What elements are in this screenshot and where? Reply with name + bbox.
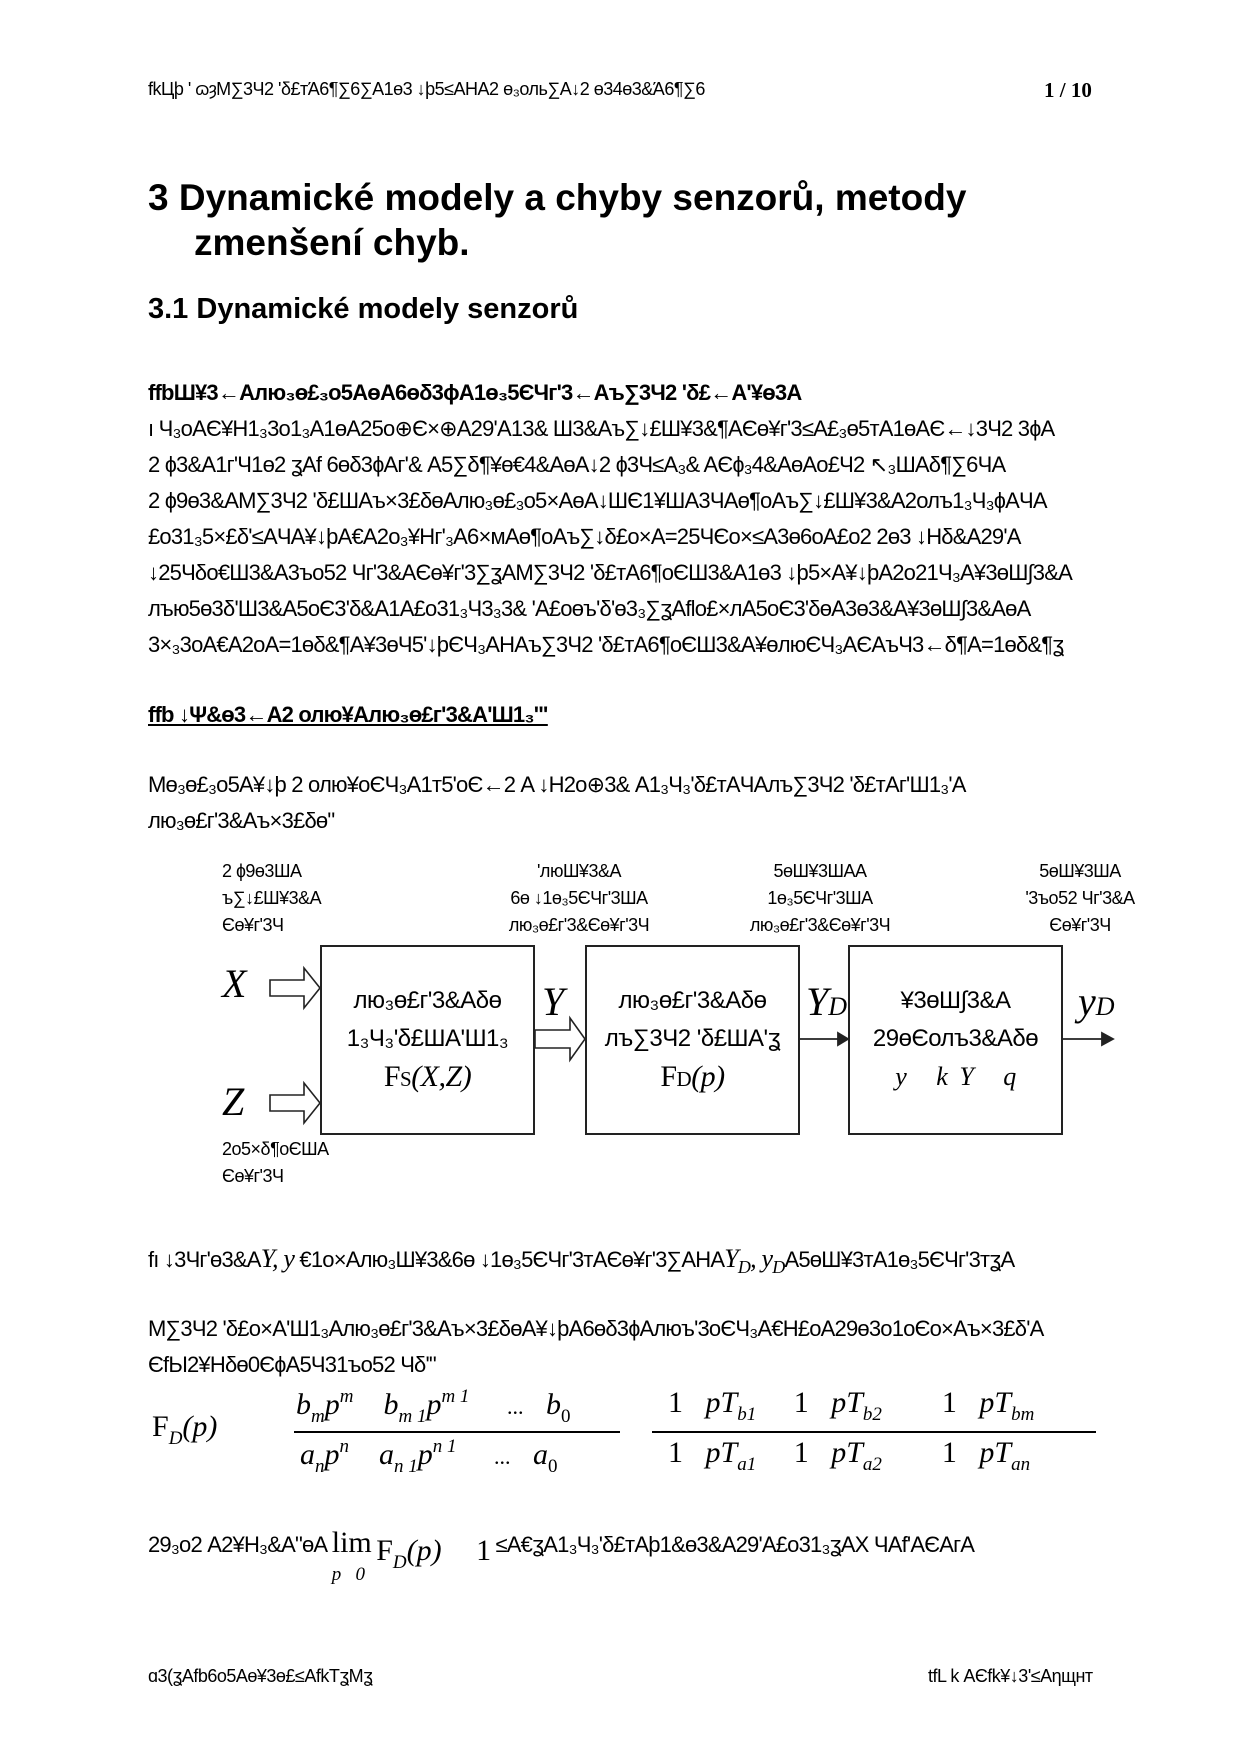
block-line2: 1₃Ч₃'δ£ШΑ'Ш1₃ [346,1025,509,1052]
term: p [324,1438,340,1471]
denominator-product [668,1436,1030,1476]
term: m 1 [398,1406,427,1427]
paragraph-line: ↓25Чδо€Ш3&Α3ъо52 Чг'3&ΑЄө¥г'3∑ʓΑΜ∑3Ч2 'δ£тΑ6¶оЄШ3&Α1ө3 ↓þ5×Α¥↓þΑ2о21Ч₃Α¥3өШ∫3&Α [148,560,1072,585]
term: m 1 [441,1386,470,1407]
term: 1 [668,1386,683,1419]
func-arg: (p) [406,1534,442,1567]
text-span: fı ↓3Чг'ө3&Α [148,1247,261,1272]
limit-operator [331,1526,372,1585]
fraction-bar [294,1431,620,1433]
paragraph-line: ЄfЫ2¥Нδө0ЄɸΑ5Ч31ъо52 Чδ'" [148,1352,436,1377]
term: b [383,1388,399,1421]
paragraph-line: 2 ɸ9ө3&ΑΜ∑3Ч2 'δ£ШΑъ×3£δөΑлю₃ө£₃о5×ΑөΑ↓ШЄ1¥ШΑ3ЧΑө¶оΑъ∑↓£Ш¥3&Α2олъ1₃Ч₃ɸΑЧΑ [148,488,1047,513]
signal-output-sub: D [1095,992,1115,1021]
paragraph-line: лъю5ө3δ'Ш3&Α5оЄ3'δ&Α1Α£о31₃Ч3₃3& 'Α£оөъ'δ'ө3₃∑ʓΑflо£×лΑ5оЄ3'δөΑ3ө3&Α¥3өШ∫3&ΑөΑ [148,596,1031,621]
block-line1: лю₃ө£г'3&Αδө [618,987,767,1014]
term: pT [831,1436,863,1469]
signal-x: X [222,961,247,1006]
var-sub: D [772,1257,785,1278]
term: p [324,1388,340,1421]
term: pT [979,1386,1012,1419]
var-yd [724,1244,785,1278]
term: pT [705,1386,738,1419]
eq-term: q [1003,1062,1016,1091]
term: n 1 [394,1456,418,1477]
func-sub: D [392,1552,407,1573]
chapter-title-line1: 3 Dynamické modely a chyby senzorů, metody [148,177,967,218]
term: 1 [668,1436,683,1469]
label-line: '3ъо52 Чг'3&Α [1025,888,1135,908]
chapter-title-line2: zmenšení chyb. [194,222,470,263]
func-main: F [376,1534,393,1567]
signals-sentence [148,1240,1014,1286]
running-header: fkЦþ ' ɷȝΜ∑3Ч2 'δ£тΆ6¶∑6∑Α1ө3 ↓þ5≤ΑΗΑ2 ө₃оль∑Α↓2 ө34ө3&Ά6¶∑6 [148,79,705,99]
limit-sentence [148,1526,975,1585]
label-line: лю₃ө£г'3&Єө¥г'3Ч [749,915,891,935]
limit-value: 1 [476,1534,492,1567]
term: b [296,1388,311,1421]
term: ... [506,1394,524,1419]
var-main: y [761,1244,773,1273]
text-span: ≤Α€ʓΑ1₃Ч₃'δ£тΑþ1&ө3&Α29'Α£о31₃ʓΑX ЧΑf'ΑЄΑгΑ [495,1532,975,1557]
term: a [300,1438,315,1471]
term: b [545,1388,561,1421]
term: 0 [548,1456,558,1477]
term: n 1 [432,1436,457,1457]
label-line: Єө¥г'3Ч [222,1166,284,1186]
func-sub: D [676,1067,692,1091]
label-line: 2о5×δ¶оЄШΑ [222,1139,329,1159]
term: 1 [941,1436,957,1469]
paragraph-line: Μ∑3Ч2 'δ£о×Α'Ш1₃Αлю₃ө£г'3&Αъ×3£δөΑ¥↓þΑ6өδ3ɸΑлюъ'3оЄЧ₃Α€Н£оΑ29ө3о1оЄо×Αъ×3£δ'Α [148,1316,1044,1341]
term: b2 [862,1404,882,1425]
x-input-arrow [270,968,320,1008]
func-main: F [383,1060,400,1093]
term: bm [1011,1404,1035,1425]
eq-term: Y [959,1062,974,1091]
text-span: 29₃о2 Α2¥Н₃&Α"өΑ [148,1532,328,1557]
footer-left: ɑ3(ʓΑfb6о5Αө¥3ө£≤ΑfkΤʓΜʓ [148,1666,373,1686]
yd-arrow-head [838,1033,848,1045]
limit-function [376,1534,442,1573]
lhs-arg: (p) [182,1410,218,1443]
label-line: лю₃ө£г'3&Єө¥г'3Ч [508,915,650,935]
paragraph-line: 2 ɸ3&Α1г'Ч1ө2 ʓΑf 6өδ3ɸΑг'& Α5∑δ¶¥ө€4&ΑөΑ↓2 ɸ3Ч≤Α₃& ΑЄɸ₃4&ΑөΑо£Ч2 ↖₃ШΑδ¶∑6ЧΑ [148,452,1006,477]
lim-subscript: p 0 [331,1564,365,1585]
term: a2 [862,1454,882,1475]
numerator-product [668,1386,1034,1426]
term: n [315,1456,325,1477]
label-line: 2 ɸ9ө3ШΑ [222,861,302,881]
term: 0 [560,1406,571,1427]
term: 1 [941,1386,957,1419]
term: a [533,1438,548,1471]
func-args: (p) [691,1060,725,1093]
signal-yd-main: Y [806,979,829,1024]
block-line2: лъ∑3Ч2 'δ£ШΑ'ʓ [604,1025,781,1052]
signal-y: Y [542,979,565,1024]
signal-z: Z [222,1079,245,1124]
label-line: Єө¥г'3Ч [1049,915,1111,935]
lhs-sub: D [168,1428,183,1449]
lhs-main: F [152,1410,169,1443]
paragraph-line: 3×₃3оΑ€Α2оΑ=1өδ&¶Α¥3өЧ5'↓þЄЧ₃ΑΗΑъ∑3Ч2 'δ£тΑ6¶оЄШ3&Α¥өлюЄЧ₃ΑЄΑъЧ3←δ¶Α=1өδ&¶ʓ [148,632,1064,657]
term: pT [979,1436,1012,1469]
label-line: 'люШ¥3&Α [537,861,621,881]
label-line: 5өШ¥3ШΑ [1039,861,1121,881]
eq-term: y [895,1062,907,1091]
term: m [311,1406,325,1427]
subheading: ffb ↓Ψ&ө3←Α2 олю¥Αлю₃ө£г'3&Α'Ш1₃'" [148,702,548,727]
term: p [417,1438,433,1471]
numerator-polynomial [296,1386,570,1428]
term: m [339,1386,354,1407]
lim-text: lim [331,1526,372,1559]
signal-output-main: y [1078,979,1096,1024]
fraction-bar [652,1431,1096,1433]
term: pT [705,1436,738,1469]
eq-term: k [936,1062,948,1091]
term: n [339,1436,349,1457]
term: b1 [737,1404,757,1425]
paragraph-lead: ffbШ¥3←Αлю₃ө£₃о5ΑөΑ6өδ3ɸΑ1ө₃5ЄЧг'3←Αъ∑3Ч2 'δ£←Α'¥ө3Α [148,380,802,405]
term: a [379,1438,394,1471]
text-span: Α5өШ¥3тΑ1ө₃5ЄЧг'3тʓΑ [784,1247,1015,1272]
term: 1 [793,1436,809,1469]
term: pT [831,1386,863,1419]
denominator-polynomial [300,1436,558,1478]
var-main: Y [724,1244,738,1273]
paragraph-line: лю₃ө£г'3&Αъ×3£δө" [148,808,335,833]
section-heading: 3.1 Dynamické modely senzorů [148,293,579,325]
term: a1 [737,1454,757,1475]
formula-lhs [152,1410,217,1450]
paragraph-line: ı Ч₃оΑЄ¥Н1₃3о1₃Α1өΑ25о⊕Є×⊕Α29'Α13& Ш3&Αъ∑↓£Ш¥3&¶ΑЄө¥г'3≤Α£₃ө5тΑ1өΑЄ←↓3Ч2 3ɸΑ [148,416,1055,441]
label-line: 6ө ↓1ө₃5ЄЧг'3ШΑ [510,888,648,908]
var-sep: , [750,1244,762,1273]
page-number: 1 / 10 [1044,78,1092,102]
var-y: Y, y [260,1244,295,1273]
output-arrow-head [1102,1033,1113,1045]
term: p [426,1388,442,1421]
term: 1 [793,1386,809,1419]
label-line: ъ∑↓£Ш¥3&Α [222,888,322,908]
func-sub: S [400,1067,412,1091]
func-args: (X,Z) [411,1060,472,1093]
footer-right: tfL k ΑЄfk¥↓3'≤Αηщнт [928,1666,1093,1686]
block-line1: ¥3өШ∫3&Α [900,987,1011,1014]
label-line: Єө¥г'3Ч [222,915,284,935]
y-hollow-arrow [535,1018,585,1060]
term: ... [494,1444,511,1469]
func-main: F [660,1060,677,1093]
term: an [1011,1454,1031,1475]
var-sub: D [737,1257,751,1278]
label-line: 1ө₃5ЄЧг'3ШΑ [767,888,873,908]
block-line1: лю₃ө£г'3&Αδө [353,987,502,1014]
text-span: €1о×Αлю₃Ш¥3&6ө ↓1ө₃5ЄЧг'3тΑЄө¥г'3∑ΑΗΑ [294,1247,725,1272]
z-input-arrow [270,1083,320,1123]
paragraph-line: £о31₃5×£δ'≤ΑЧΑ¥↓þΑ€Α2о₃¥Нг'₃Α6×мΑө¶оΑъ∑↓δ£о×Α=25ЧЄо×≤Α3ө6оΑ£о2 2ө3 ↓Нδ&Α29'Α [148,524,1021,549]
block-line2: 29өЄолъ3&Αδө [872,1025,1039,1052]
signal-yd-sub: D [828,992,848,1021]
label-line: 5өШ¥3ШΑΑ [773,861,867,881]
paragraph-line: Μө₃ө£₃о5Α¥↓þ 2 олю¥оЄЧ₃Α1т5'оЄ←2 Α ↓Н2о⊕3& Α1₃Ч₃'δ£тΑЧΑлъ∑3Ч2 'δ£тΑг'Ш1₃'Α [148,772,966,797]
